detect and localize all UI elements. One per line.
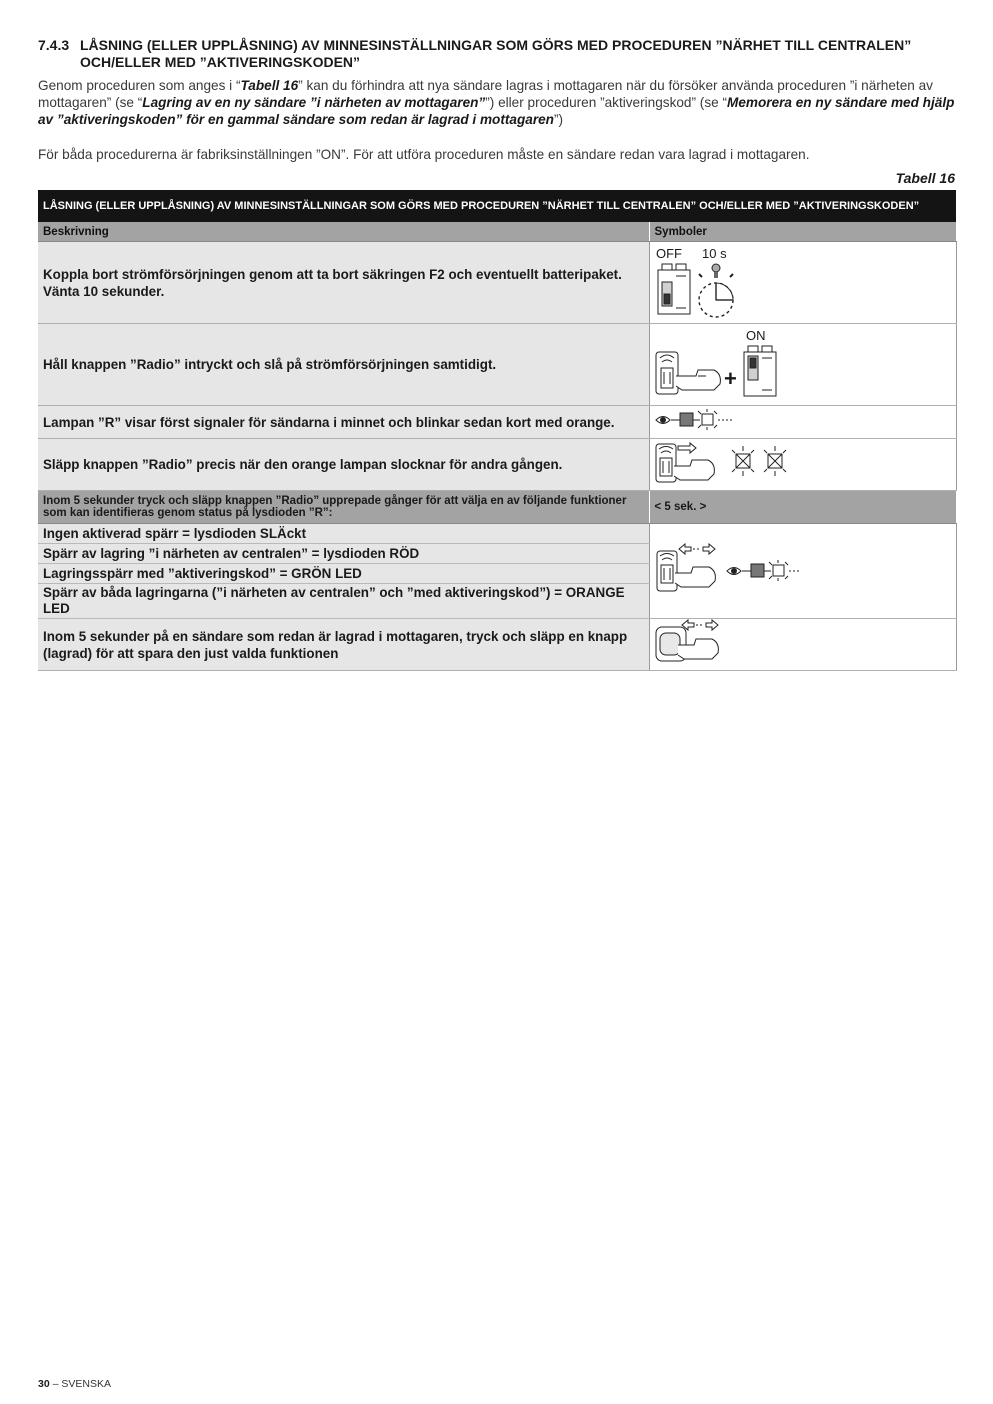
intro-text: ”) [553,112,564,127]
step-description: Koppla bort strömförsörjningen genom att ta bort säkringen F2 och eventuellt batteripaket. Vänta 10 sekunder. [38,242,649,324]
led-on-icon [680,413,693,426]
procedure-reference: Memorera en ny sändare med hjälp av ”aktiveringskoden” för en gammal sändare som redan är lagrad i mottagaren [38,95,955,127]
step-description: Inom 5 sekunder på en sändare som redan är lagrad i mottagaren, tryck och släpp en knapp (lagrad) för att spara den just valda funktionen [38,619,649,671]
column-header-description: Beskrivning [38,222,649,242]
breaker-icon [658,264,690,314]
step-description: Håll knappen ”Radio” intryckt och slå på strömförsörjningen samtidigt. [38,324,649,406]
intro-text: ”) eller proceduren ”aktiveringskod” (se “ [485,95,727,110]
radio-button-hand-icon [657,544,715,591]
step-description: Släpp knappen ”Radio” precis när den orange lampan slocknar för andra gången. [38,439,649,491]
transmitter-hand-icon [656,620,718,661]
stopwatch-icon [699,264,733,317]
table-header-row [38,222,956,242]
off-label: OFF [655,246,682,261]
transmitter-button-press-icon [654,619,734,665]
table-row [38,524,956,544]
step-description: Lampan ”R” visar först signaler för sändarna i minnet och blinkar sedan kort med orange. [38,406,649,439]
table-caption: Tabell 16 [895,170,955,186]
procedure-reference: Lagring av en ny sändare ”i närheten av mottagaren” [142,95,486,110]
table-title-row [38,190,956,222]
on-label: ON [745,328,765,343]
intro-text: Genom proceduren som anges i “ [38,78,241,93]
step-symbols [649,324,956,406]
page-footer [38,1378,111,1390]
eye-icon [727,567,741,574]
section-number: 7.4.3 [38,37,70,53]
led-on-icon [751,564,764,577]
radio-release-icon [654,440,804,484]
radio-button-hand-icon [656,352,720,394]
table-row [38,406,956,439]
step-symbols [649,619,956,671]
page-number: 30 [38,1378,50,1390]
radio-repeat-led-icon [655,543,805,595]
led-blink-icon [654,409,744,431]
column-header-symbols: Symboler [649,222,956,242]
step-symbols [649,439,956,491]
footer-language: SVENSKA [61,1378,111,1390]
breaker-off-timer-icon [654,242,774,318]
time-limit-label: < 5 sek. > [649,491,956,524]
table-row [38,242,956,324]
intro-note: För båda procedurerna är fabriksinställningen ”ON”. För att utföra proceduren måste en sändare redan vara lagrad i mottagaren. [38,147,810,162]
section-heading [38,37,938,71]
option-description: Ingen aktiverad spärr = lysdioden SLÄckt [38,524,649,544]
step-description: Inom 5 sekunder tryck och släpp knappen ”Radio” upprepade gånger för att välja en av följande funktioner som kan identifieras genom status på lysdioden ”R”: [38,491,649,524]
table-title: LÅSNING (ELLER UPPLÅSNING) AV MINNESINSTÄLLNINGAR SOM GÖRS MED PROCEDUREN ”NÄRHET TILL CENTRALEN” OCH/ELLER MED ”AKTIVERINGSKODEN” [38,190,956,222]
eye-icon [656,416,670,423]
table-row-subheader [38,491,956,524]
radio-button-hand-icon [656,443,714,482]
led-off-icon [732,446,754,476]
section-title: LÅSNING (ELLER UPPLÅSNING) AV MINNESINSTÄLLNINGAR SOM GÖRS MED PROCEDUREN ”NÄRHET TILL CENTRALEN” OCH/ELLER MED ”AKTIVERINGSKODEN” [80,37,912,70]
option-description: Spärr av båda lagringarna (”i närheten av centralen” och ”med aktiveringskod”) = ORANGE LED [38,584,649,619]
intro-text: ” kan du förhindra att nya sändare lagras i mottagaren när du försöker använda proceduren ”i närheten av mottagaren” (se “ [38,78,933,110]
footer-separator: – [49,1378,62,1390]
radio-press-breaker-on-icon [654,324,794,400]
breaker-on-icon [744,346,776,396]
led-blink-icon-small [698,409,717,430]
led-off-icon [764,446,786,476]
procedure-table [38,190,957,671]
option-description: Lagringsspärr med ”aktiveringskod” = GRÖN LED [38,564,649,584]
plus-sign: + [723,366,737,391]
time-label: 10 s [701,246,727,261]
intro-paragraph [38,77,956,128]
option-description: Spärr av lagring ”i närheten av centralen” = lysdioden RÖD [38,544,649,564]
table-row [38,324,956,406]
led-blink-icon-small [769,560,788,581]
option-symbols [649,524,956,619]
step-symbols [649,242,956,324]
step-symbols [649,406,956,439]
table-row [38,439,956,491]
table-reference: Tabell 16 [240,78,299,93]
table-row [38,619,956,671]
